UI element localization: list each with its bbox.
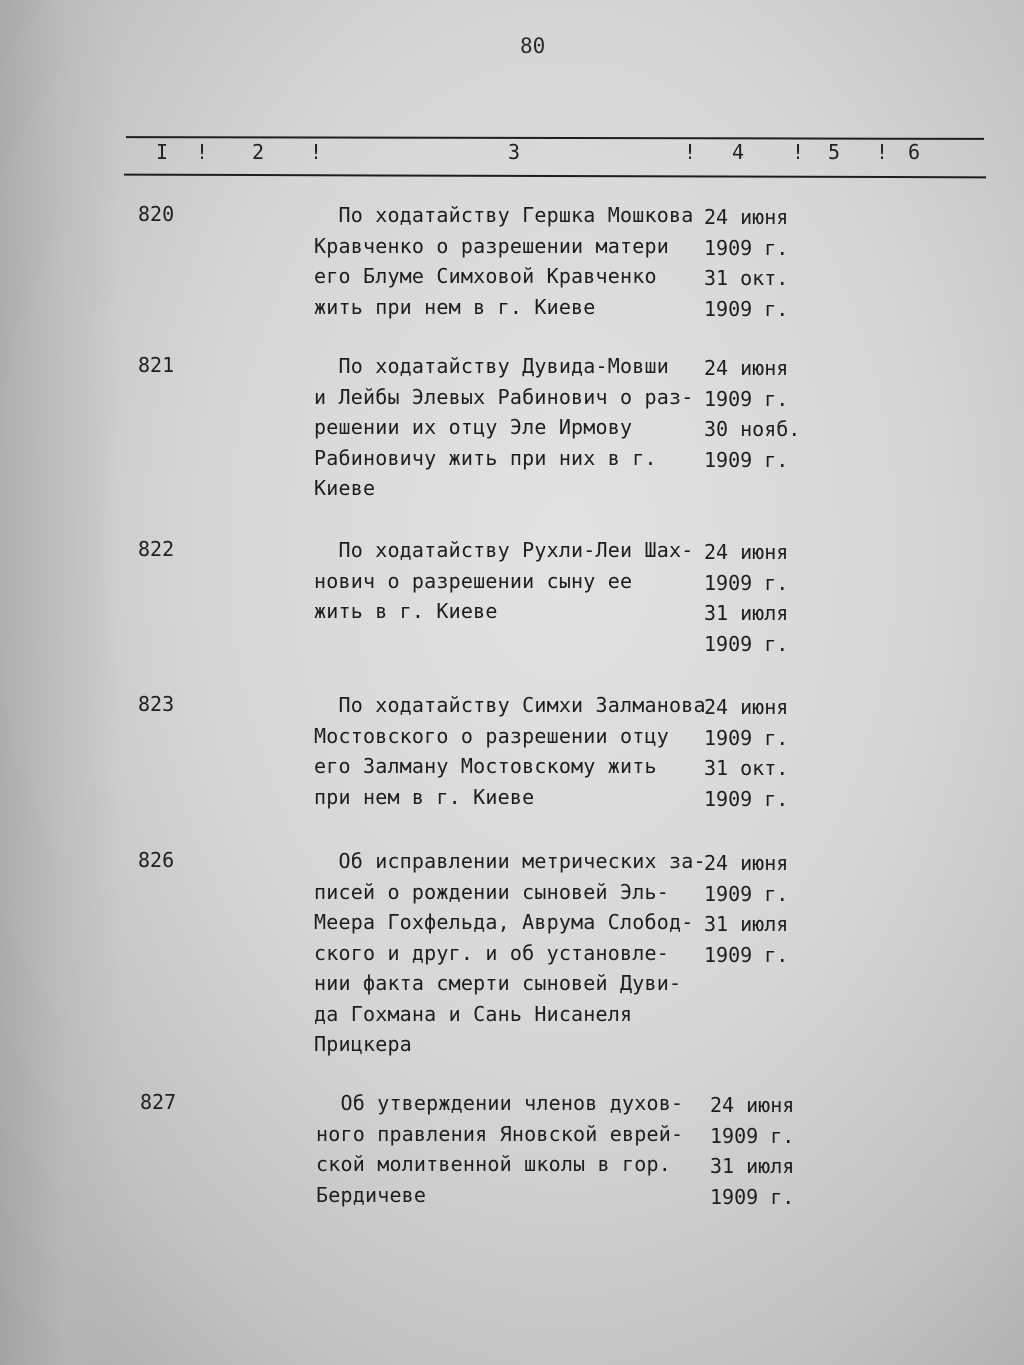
header-sep: ! [792, 140, 805, 164]
entry-dates: 24 июня 1909 г. 31 июля 1909 г. [704, 851, 789, 967]
entry-description: По ходатайству Дувида-Мовши и Лейбы Элевых Рабинович о раз- решении их отцу Эле Ирмову Рабиновичу жить при них в г. Киеве [314, 354, 694, 500]
header-col-2: 2 [252, 140, 265, 164]
entry-description: Об исправлении метрических за- писей о рождении сыновей Эль- Меера Гохфельда, Аврума Слобод- ского и друг. и об установле- нии факта смерти сыновей Дуви- да Гохмана и Сань Нисанеля Прицкера [314, 849, 706, 1056]
entry-number: 823 [138, 692, 175, 716]
header-col-1: I [156, 140, 169, 164]
header-bottom-rule [124, 174, 986, 179]
entry-number: 822 [138, 537, 175, 561]
header-sep: ! [876, 140, 889, 164]
entry-number: 820 [138, 202, 175, 226]
entry-description: По ходатайству Гершка Мошкова Кравченко о разрешении матери его Блуме Симховой Кравченко жить при нем в г. Киеве [314, 203, 694, 319]
entry-dates: 24 июня 1909 г. 31 окт. 1909 г. [704, 695, 789, 811]
entry-number: 821 [138, 353, 175, 377]
entry-dates: 24 июня 1909 г. 31 окт. 1909 г. [704, 205, 789, 321]
entry-dates: 24 июня 1909 г. 30 нояб. 1909 г. [704, 356, 801, 472]
entry-description: По ходатайству Рухли-Леи Шах- нович о разрешении сыну ее жить в г. Киеве [314, 538, 694, 623]
entry-description: По ходатайству Симхи Залманова Мостовского о разрешении отцу его Залману Мостовскому жить при нем в г. Киеве [314, 693, 706, 809]
header-sep: ! [310, 140, 323, 164]
entry-dates: 24 июня 1909 г. 31 июля 1909 г. [710, 1093, 795, 1209]
entry-number: 826 [138, 848, 175, 872]
header-col-6: 6 [908, 140, 921, 164]
header-col-3: 3 [508, 140, 521, 164]
entry-number: 827 [140, 1090, 177, 1114]
header-col-5: 5 [828, 140, 841, 164]
entry-description: Об утверждении членов духов- ного правления Яновской еврей- ской молитвенной школы в гор. Бердичеве [316, 1091, 684, 1207]
header-sep: ! [684, 140, 697, 164]
page-number: 80 [520, 34, 546, 58]
entry-dates: 24 июня 1909 г. 31 июля 1909 г. [704, 540, 789, 656]
header-col-4: 4 [732, 140, 745, 164]
page-edge-shadow [0, 0, 120, 1365]
header-sep: ! [196, 140, 209, 164]
